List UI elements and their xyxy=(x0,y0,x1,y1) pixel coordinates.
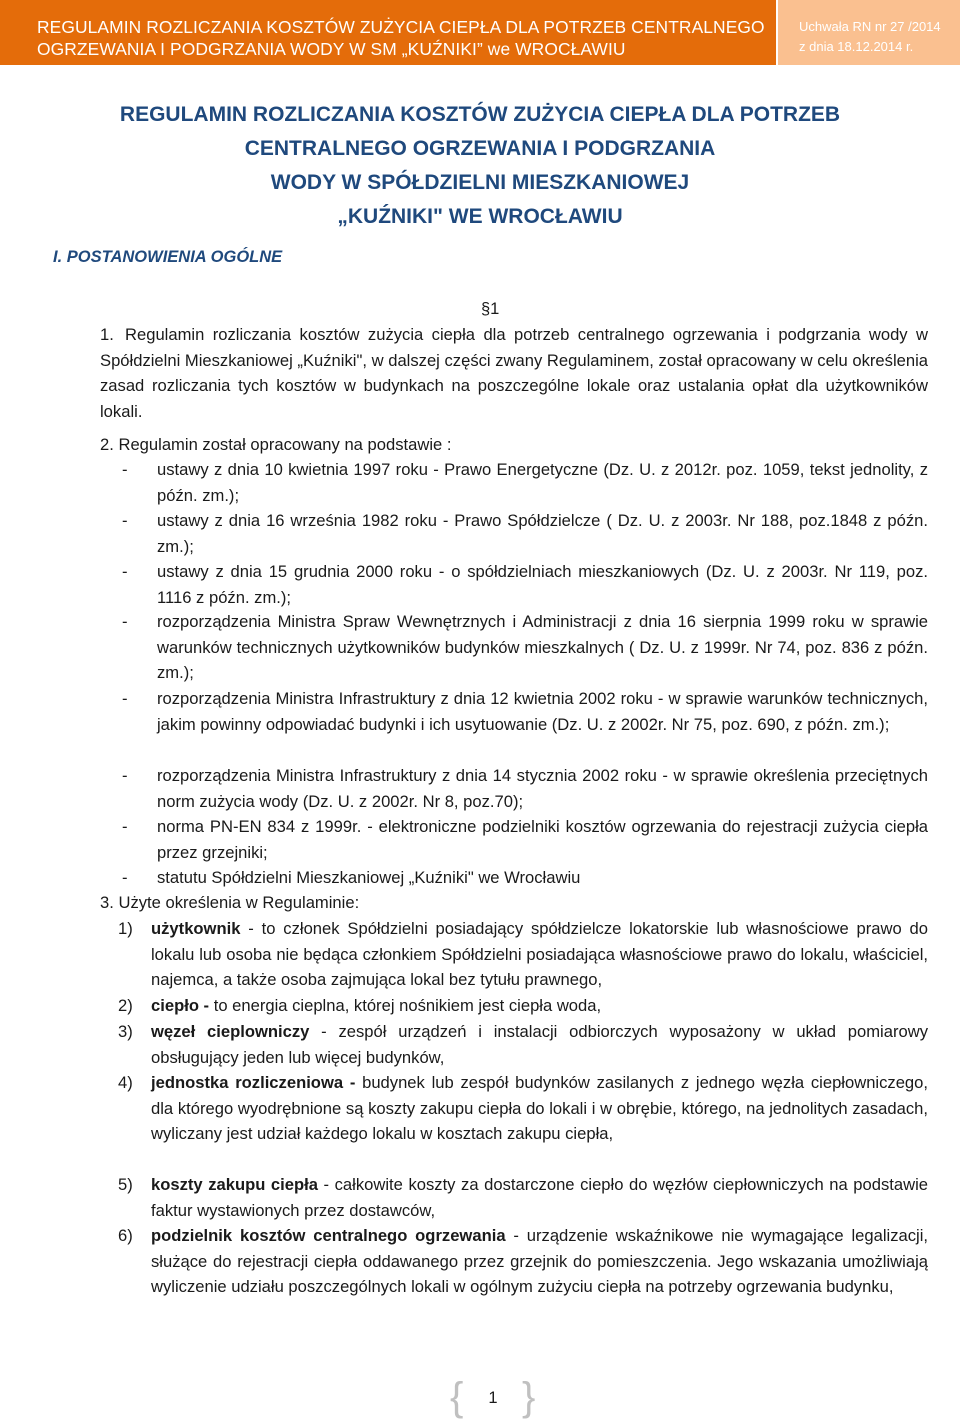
header-title-line2: OGRZEWANIA I PODGRZANIA WODY W SM „KUŹNIKI” we WROCŁAWIU xyxy=(37,39,626,59)
item-number: 3. xyxy=(100,893,114,912)
definition-number: 6) xyxy=(118,1226,133,1245)
definition xyxy=(151,916,928,993)
header-title-line1: REGULAMIN ROZLICZANIA KOSZTÓW ZUŻYCIA CIEPŁA DLA POTRZEB CENTRALNEGO xyxy=(37,17,765,37)
definition-text: - to członek Spółdzielni posiadający spółdzielcze lokatorskie lub własnościowe prawo do lokalu lub osoba nie będąca członkiem Spółdzielni posiadająca własnościowe prawo do lokalu, właściciel, najemca, a także osoba zajmująca lokal bez tytułu prawnego, xyxy=(151,919,928,990)
list-dash: - xyxy=(122,868,128,887)
definition-text: - urządzenie wskaźnikowe nie wymagające legalizacji, służące do rejestracji ciepła oddawanego przez grzejnik do pomieszczenia. Jego wskazania umożliwiają wyliczenie udziału poszczególnych lokali w ogólnym zużyciu ciepła na potrzeby ogrzewania budynku, xyxy=(151,1226,928,1297)
law-reference: ustawy z dnia 16 września 1982 roku - Prawo Spółdzielcze ( Dz. U. z 2003r. Nr 188, poz.1848 z późn. zm.); xyxy=(157,511,928,556)
list-dash: - xyxy=(122,766,128,785)
law-reference: ustawy z dnia 10 kwietnia 1997 roku - Prawo Energetyczne (Dz. U. z 2012r. poz. 1059, tekst jednolity, z późn. zm.); xyxy=(157,460,928,505)
definition-number: 4) xyxy=(118,1073,133,1092)
definition xyxy=(151,1223,928,1300)
left-brace: { xyxy=(450,1375,464,1419)
definition-term: ciepło - xyxy=(151,996,210,1015)
law-reference: ustawy z dnia 15 grudnia 2000 roku - o spółdzielniach mieszkaniowych (Dz. U. z 2003r. Nr 119, poz. 1116 z późn. zm.); xyxy=(157,562,928,607)
item-number: 1. xyxy=(100,325,114,344)
header-date: z dnia 18.12.2014 r. xyxy=(799,39,914,54)
definition-text: to energia cieplna, której nośnikiem jest ciepła woda, xyxy=(209,996,602,1015)
header-resolution: Uchwała RN nr 27 /2014 xyxy=(799,19,941,34)
document-title-line: CENTRALNEGO OGRZEWANIA I PODGRZANIA xyxy=(244,137,716,160)
definition-text: - zespół urządzeń i instalacji odbiorczych wyposażony w układ pomiarowy obsługujący jeden lub więcej budynków, xyxy=(151,1022,928,1067)
law-reference: rozporządzenia Ministra Infrastruktury z dnia 14 stycznia 2002 roku - w sprawie określenia przeciętnych norm zużycia wody (Dz. U. z 2002r. Nr 8, poz.70); xyxy=(157,766,928,811)
list-item xyxy=(100,322,928,424)
list-dash: - xyxy=(122,612,128,631)
page-footer xyxy=(450,1375,536,1419)
document-title xyxy=(60,98,900,234)
list-dash: - xyxy=(122,460,128,479)
list-item xyxy=(100,432,928,458)
document-title-line: REGULAMIN ROZLICZANIA KOSZTÓW ZUŻYCIA CIEPŁA DLA POTRZEB xyxy=(119,103,841,126)
definition-number: 3) xyxy=(118,1022,133,1041)
document-title-line: „KUŹNIKI" WE WROCŁAWIU xyxy=(337,205,623,228)
definition-text: budynek lub zespół budynków zasilanych z jednego węzła ciepłowniczego, dla którego wyodrębnione są koszty zakupu ciepła do lokali i w obrębie, którego, na jednolitych zasadach, wyliczany jest udział każdego lokalu w kosztach zakupu ciepła, xyxy=(151,1073,928,1144)
law-reference: rozporządzenia Ministra Spraw Wewnętrznych i Administracji z dnia 16 sierpnia 1999 roku w sprawie warunków technicznych użytkowników budynków mieszkalnych ( Dz. U. z 1999r. Nr 74, poz. 836 z późn. zm.); xyxy=(157,612,928,683)
list-dash: - xyxy=(122,817,128,836)
header-title-banner xyxy=(0,0,776,65)
law-reference: rozporządzenia Ministra Infrastruktury z dnia 12 kwietnia 2002 roku - w sprawie warunków technicznych, jakim powinny odpowiadać budynki i ich usytuowanie (Dz. U. z 2002r. Nr 75, poz. 690, z późn. zm.); xyxy=(157,689,928,734)
paragraph-number: §1 xyxy=(481,300,500,318)
page-number: 1 xyxy=(488,1389,498,1407)
item-text: Użyte określenia w Regulaminie: xyxy=(118,893,360,912)
item-text: Regulamin został opracowany na podstawie : xyxy=(118,435,452,454)
law-reference: norma PN-EN 834 z 1999r. - elektroniczne podzielniki kosztów ogrzewania do rejestracji zużycia ciepła przez grzejniki; xyxy=(157,817,928,862)
definition-term: podzielnik kosztów centralnego ogrzewania xyxy=(151,1226,506,1245)
header-resolution-box xyxy=(778,0,960,65)
list-item xyxy=(100,890,928,916)
definition-term: jednostka rozliczeniowa - xyxy=(151,1073,356,1092)
section-heading: I. POSTANOWIENIA OGÓLNE xyxy=(53,248,283,266)
definition-number: 5) xyxy=(118,1175,133,1194)
definition-term: węzeł cieplowniczy xyxy=(151,1022,310,1041)
definition-term: koszty zakupu ciepła xyxy=(151,1175,318,1194)
definition-text: - całkowite koszty za dostarczone ciepło do węzłów ciepłowniczych na podstawie faktur wystawionych przez dostawców, xyxy=(151,1175,928,1220)
document-header xyxy=(0,0,960,65)
list-dash: - xyxy=(122,689,128,708)
definition xyxy=(151,993,928,1019)
definition-number: 2) xyxy=(118,996,133,1015)
list-dash: - xyxy=(122,562,128,581)
item-number: 2. xyxy=(100,435,114,454)
list-dash: - xyxy=(122,511,128,530)
definition xyxy=(151,1070,928,1147)
definition-term: użytkownik xyxy=(151,919,241,938)
right-brace: } xyxy=(522,1375,536,1419)
document-title-line: WODY W SPÓŁDZIELNI MIESZKANIOWEJ xyxy=(270,171,690,194)
definition xyxy=(151,1019,928,1070)
law-reference: statutu Spółdzielni Mieszkaniowej „Kuźniki" we Wrocławiu xyxy=(157,868,581,887)
definition-number: 1) xyxy=(118,919,133,938)
definition xyxy=(151,1172,928,1223)
item-text: Regulamin rozliczania kosztów zużycia ciepła dla potrzeb centralnego ogrzewania i podgrzania wody w Spółdzielni Mieszkaniowej „Kuźniki", w dalszej części zwany Regulaminem, został opracowany w celu określenia zasad rozliczania tych kosztów w budynkach na poszczególne lokale oraz ustalania opłat dla użytkowników lokali. xyxy=(100,325,928,421)
